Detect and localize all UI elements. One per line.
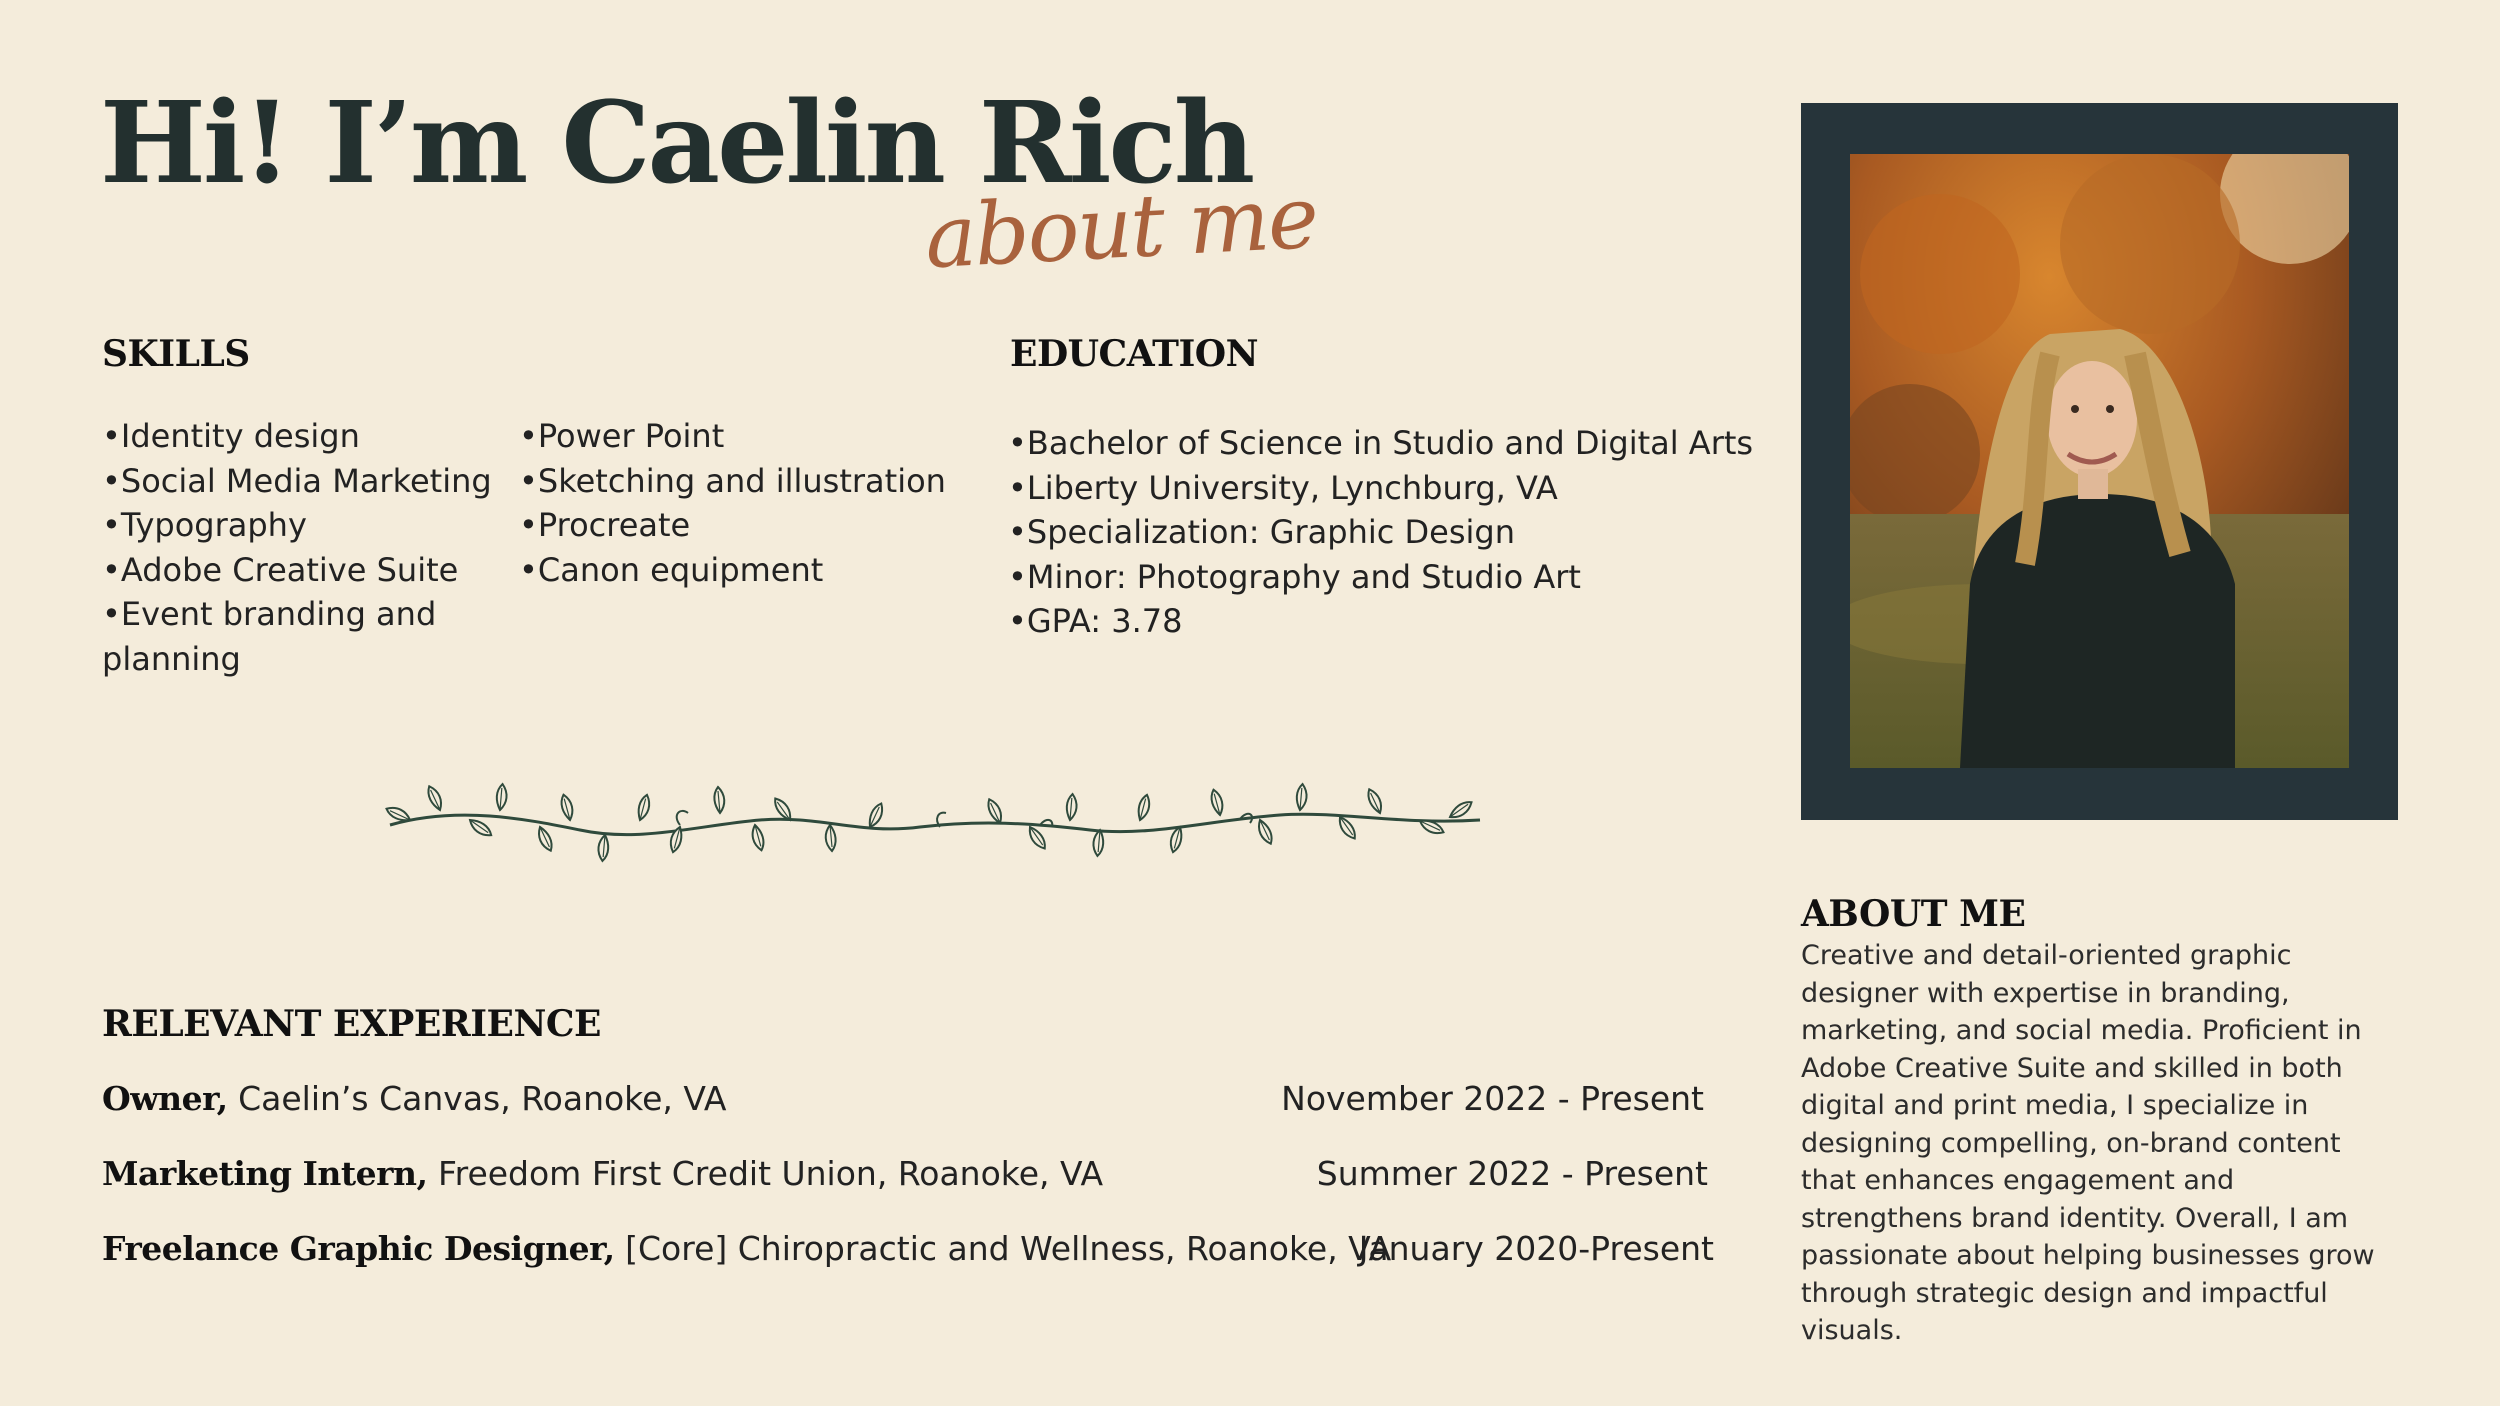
about-paragraph: Creative and detail-oriented graphic designer with expertise in branding, marketing, and social media. Proficient in Adobe Creative Suite and skilled in both digital and print media, I specialize in designing compelling, on-brand content that enhances engagement and strengthens brand identity. Overall, I am passionate about helping businesses grow through strategic design and impactful visuals. xyxy=(1801,940,2375,1346)
education-item: •Minor: Photography and Studio Art xyxy=(1008,557,1581,596)
experience-row xyxy=(102,1229,1391,1268)
experience-role: Marketing Intern, xyxy=(102,1154,428,1193)
portrait-photo-illustration xyxy=(1850,154,2349,768)
skill-item: •Canon equipment xyxy=(519,550,824,589)
about-heading: ABOUT ME xyxy=(1801,893,2026,935)
experience-row xyxy=(102,1079,726,1118)
education-item: •Liberty University, Lynchburg, VA xyxy=(1008,468,1558,507)
skill-item: •Procreate xyxy=(519,506,691,544)
experience-detail: Freedom First Credit Union, Roanoke, VA xyxy=(427,1154,1104,1193)
experience-detail: [Core] Chiropractic and Wellness, Roanoke, VA xyxy=(614,1229,1392,1268)
skills-heading: SKILLS xyxy=(102,333,250,375)
skills-list-col1 xyxy=(102,414,492,681)
skill-item: •Sketching and illustration xyxy=(519,461,946,500)
experience-role: Owner, xyxy=(102,1079,228,1118)
page-title: Hi! I’m Caelin Rich xyxy=(100,78,1253,209)
portrait-photo xyxy=(1850,154,2349,768)
education-item: •Specialization: Graphic Design xyxy=(1008,513,1516,551)
education-item: •GPA: 3.78 xyxy=(1008,602,1183,640)
education-heading: EDUCATION xyxy=(1010,333,1259,375)
experience-detail: Caelin’s Canvas, Roanoke, VA xyxy=(227,1079,727,1118)
skill-item: •Identity design xyxy=(102,417,360,455)
experience-row xyxy=(102,1154,1103,1193)
skill-item: •Power Point xyxy=(519,417,725,455)
experience-role: Freelance Graphic Designer, xyxy=(102,1229,615,1268)
experience-date: January 2020-Present xyxy=(1358,1229,1714,1268)
skill-item: •Social Media Marketing xyxy=(102,461,492,500)
education-list xyxy=(1008,421,1753,644)
experience-heading: RELEVANT EXPERIENCE xyxy=(102,1003,601,1045)
experience-date: Summer 2022 - Present xyxy=(1316,1154,1708,1193)
skills-list-col2 xyxy=(519,414,946,592)
skill-item: •Typography xyxy=(102,506,307,544)
education-item: •Bachelor of Science in Studio and Digital Arts xyxy=(1008,424,1754,462)
experience-date: November 2022 - Present xyxy=(1281,1079,1704,1118)
skill-item: •Event branding and planning xyxy=(102,595,437,678)
leafy-vine-divider-icon xyxy=(380,765,1490,875)
about-me-script-text: about me xyxy=(922,167,1320,289)
skill-item: •Adobe Creative Suite xyxy=(102,550,459,589)
